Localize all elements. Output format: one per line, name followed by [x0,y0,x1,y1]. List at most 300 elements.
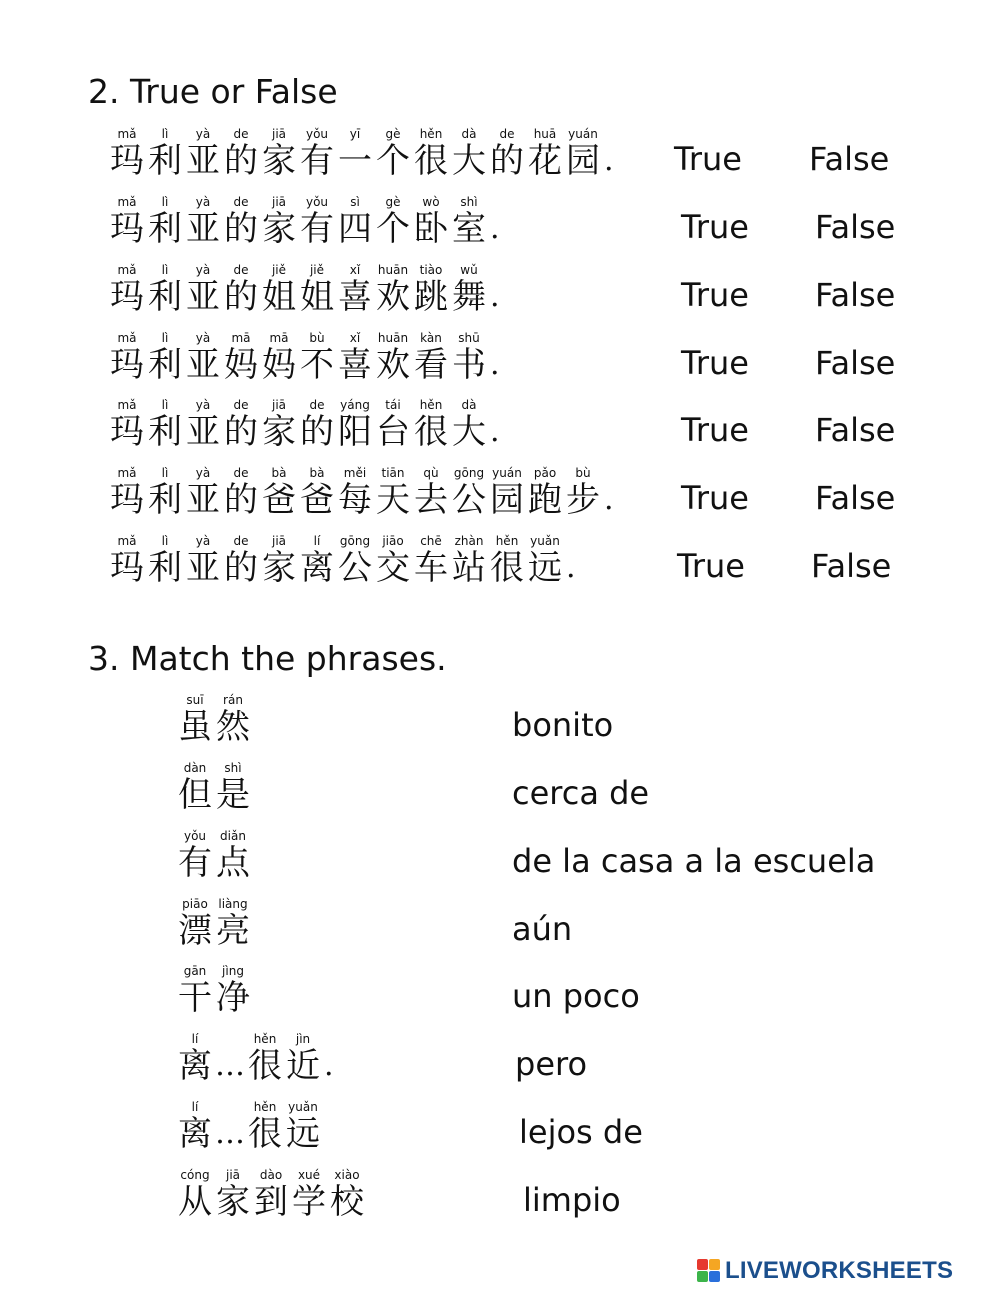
hanzi-char [450,127,488,181]
pinyin: sì [350,195,360,209]
hanzi-char [184,534,222,588]
character: 玛 [110,480,144,520]
character: 利 [148,277,182,317]
true-option[interactable]: True [681,344,749,382]
hanzi-char [146,534,184,588]
character: 每 [338,480,372,520]
character: 跳 [414,277,448,317]
pinyin: hěn [419,398,443,412]
true-false-row [0,195,1000,251]
character: 家 [262,412,296,452]
pinyin: shì [460,195,478,209]
character: 个 [376,141,410,181]
character: 欢 [376,277,410,317]
hanzi-char [374,331,412,385]
character: 公 [338,548,372,588]
pinyin: hěn [495,534,519,548]
hanzi-char [108,195,146,249]
hanzi-char [412,127,450,181]
hanzi-char [336,534,374,588]
pinyin: mā [269,331,289,345]
match-row [0,897,1000,953]
true-false-row [0,331,1000,387]
character: 阳 [338,412,372,452]
hanzi-char [412,398,450,452]
character: 亚 [186,277,220,317]
character: 然 [216,707,250,747]
character: 玛 [110,345,144,385]
character: 亚 [186,412,220,452]
pinyin: bù [575,466,591,480]
ellipsis: … [215,1048,245,1083]
character: 大 [452,141,486,181]
hanzi-char [176,1168,214,1222]
character: 书 [452,345,486,385]
character: 的 [224,141,258,181]
hanzi-char [488,127,526,181]
hanzi-char [246,1032,284,1086]
pinyin: qù [423,466,439,480]
hanzi-char [564,127,602,181]
pinyin: tiān [381,466,405,480]
hanzi-char [108,331,146,385]
hanzi-char [412,466,450,520]
character: 从 [178,1182,212,1222]
pinyin: gōng [339,534,371,548]
character: 家 [262,209,296,249]
character: 台 [376,412,410,452]
hanzi-char [146,466,184,520]
brand-name: LIVEWORKSHEETS [725,1257,954,1284]
pinyin: lì [161,398,169,412]
match-target[interactable]: un poco [512,977,640,1015]
hanzi-char [298,195,336,249]
pinyin: kàn [420,331,442,345]
character: 利 [148,412,182,452]
hanzi-char [176,761,214,815]
pinyin: yī [349,127,361,141]
hanzi-char [412,195,450,249]
pinyin: jiāo [382,534,404,548]
pinyin: lì [161,263,169,277]
character: 姐 [262,277,296,317]
pinyin: gōng [453,466,485,480]
true-option[interactable]: True [681,276,749,314]
pinyin: dàn [183,761,207,775]
period: . [490,211,500,246]
pinyin: rán [223,693,243,707]
hanzi-char [184,466,222,520]
hanzi-char [412,534,450,588]
character: 玛 [110,209,144,249]
hanzi-char [526,127,564,181]
match-target[interactable]: de la casa a la escuela [512,842,876,880]
hanzi-char [260,534,298,588]
pinyin: liàng [218,897,248,911]
match-row [0,829,1000,885]
hanzi-char [222,195,260,249]
character: 玛 [110,277,144,317]
period: . [490,347,500,382]
pinyin: wò [422,195,440,209]
hanzi-char [260,398,298,452]
pinyin: yà [195,331,211,345]
character: 园 [490,480,524,520]
pinyin: lì [161,127,169,141]
period: . [566,550,576,585]
character: 但 [178,775,212,815]
pinyin: jiě [271,263,287,277]
true-option[interactable]: True [677,547,745,585]
logo-tile [697,1271,708,1282]
pinyin: lí [313,534,321,548]
character: 亚 [186,480,220,520]
pinyin: de [233,398,249,412]
character: 离 [300,548,334,588]
hanzi-char [298,127,336,181]
character: 校 [330,1182,364,1222]
pinyin: hěn [419,127,443,141]
hanzi-char [290,1168,328,1222]
character: 家 [262,548,296,588]
chinese-sentence [176,964,252,1018]
match-row [0,761,1000,817]
chinese-sentence [108,466,614,520]
character: 的 [224,277,258,317]
hanzi-char [222,263,260,317]
hanzi-char [412,263,450,317]
hanzi-char [214,829,252,883]
hanzi-char [298,466,336,520]
chinese-sentence [108,398,500,452]
character: 利 [148,548,182,588]
pinyin: huān [377,331,409,345]
false-option[interactable]: False [809,140,890,178]
hanzi-char [284,1032,322,1086]
hanzi-char [336,127,374,181]
false-option[interactable]: False [811,547,892,585]
logo-tile [697,1259,708,1270]
match-target[interactable]: lejos de [519,1113,643,1151]
character: 玛 [110,548,144,588]
true-false-row [0,398,1000,454]
pinyin: lí [191,1100,199,1114]
pinyin: gè [385,127,401,141]
character: 很 [490,548,524,588]
chinese-sentence [176,761,252,815]
pinyin: de [233,466,249,480]
character: 很 [248,1114,282,1154]
true-option[interactable]: True [681,479,749,517]
match-row [0,964,1000,1020]
pinyin: yà [195,466,211,480]
hanzi-char [374,195,412,249]
character: 爸 [262,480,296,520]
pinyin: mǎ [117,195,137,209]
hanzi-char [336,263,374,317]
character: 利 [148,209,182,249]
hanzi-char [564,466,602,520]
character: 亚 [186,141,220,181]
hanzi-char [146,398,184,452]
pinyin: de [233,534,249,548]
pinyin: yà [195,398,211,412]
hanzi-char [336,398,374,452]
pinyin: lì [161,195,169,209]
pinyin: piāo [182,897,208,911]
character: 利 [148,345,182,385]
character: 不 [300,345,334,385]
character: 跑 [528,480,562,520]
pinyin: chē [420,534,442,548]
match-target[interactable]: bonito [512,706,614,744]
chinese-sentence [176,1032,334,1086]
section-2-heading: 2. True or False [88,72,338,111]
pinyin: hěn [253,1032,277,1046]
hanzi-char [450,195,488,249]
false-option[interactable]: False [815,479,896,517]
pinyin: mǎ [117,398,137,412]
character: 的 [490,141,524,181]
hanzi-char [146,127,184,181]
false-option[interactable]: False [815,276,896,314]
hanzi-char [298,534,336,588]
period: . [324,1048,334,1083]
character: 家 [262,141,296,181]
character: 的 [224,412,258,452]
hanzi-char [298,263,336,317]
character: 很 [414,141,448,181]
character: 喜 [338,345,372,385]
true-false-row [0,127,1000,183]
pinyin: jiā [271,534,287,548]
match-target[interactable]: pero [515,1045,588,1083]
period: . [604,143,614,178]
character: 远 [286,1114,320,1154]
hanzi-char [336,331,374,385]
character: 车 [414,548,448,588]
hanzi-char [146,331,184,385]
pinyin: suī [186,693,204,707]
character: 学 [292,1182,326,1222]
pinyin: dà [461,127,477,141]
pinyin: de [233,263,249,277]
hanzi-char [450,331,488,385]
character: 的 [300,412,334,452]
true-option[interactable]: True [681,411,749,449]
hanzi-char [222,331,260,385]
pinyin: pǎo [533,466,557,480]
pinyin: lì [161,466,169,480]
match-row [0,693,1000,749]
pinyin: mā [231,331,251,345]
pinyin: dà [461,398,477,412]
chinese-sentence [176,1100,322,1154]
period: . [604,482,614,517]
chinese-sentence [176,829,252,883]
hanzi-char [108,466,146,520]
hanzi-char [176,693,214,747]
match-row [0,1100,1000,1156]
hanzi-char [298,398,336,452]
character: 喜 [338,277,372,317]
pinyin: bù [309,331,325,345]
character: 妈 [262,345,296,385]
hanzi-char [214,761,252,815]
pinyin: bà [309,466,325,480]
character: 的 [224,209,258,249]
pinyin: yǒu [183,829,207,843]
hanzi-char [214,1168,252,1222]
character: 妈 [224,345,258,385]
character: 的 [224,480,258,520]
hanzi-char [222,398,260,452]
character: 去 [414,480,448,520]
character: 利 [148,141,182,181]
pinyin: jìn [295,1032,311,1046]
hanzi-char [108,398,146,452]
hanzi-char [374,263,412,317]
hanzi-char [260,331,298,385]
hanzi-char [222,534,260,588]
chinese-sentence [176,1168,366,1222]
pinyin: shū [458,331,480,345]
hanzi-char [222,127,260,181]
pinyin: yà [195,195,211,209]
match-target[interactable]: cerca de [512,774,650,812]
character: 天 [376,480,410,520]
character: 园 [566,141,600,181]
hanzi-char [260,127,298,181]
character: 亚 [186,345,220,385]
character: 玛 [110,412,144,452]
pinyin: de [309,398,325,412]
character: 是 [216,775,250,815]
character: 亚 [186,548,220,588]
true-false-row [0,534,1000,590]
character: 离 [178,1114,212,1154]
chinese-sentence [108,534,576,588]
character: 姐 [300,277,334,317]
hanzi-char [246,1100,284,1154]
character: 欢 [376,345,410,385]
pinyin: yà [195,534,211,548]
character: 利 [148,480,182,520]
liveworksheets-brand [697,1256,953,1286]
hanzi-char [214,693,252,747]
pinyin: mǎ [117,263,137,277]
character: 远 [528,548,562,588]
pinyin: yuán [492,466,522,480]
hanzi-char [450,263,488,317]
pinyin: tiào [419,263,443,277]
false-option[interactable]: False [815,208,896,246]
character: 离 [178,1046,212,1086]
character: 个 [376,209,410,249]
hanzi-char [336,195,374,249]
pinyin: bà [271,466,287,480]
pinyin: jìng [222,964,244,978]
false-option[interactable]: False [815,411,896,449]
pinyin: jiā [225,1168,241,1182]
hanzi-char [146,263,184,317]
hanzi-char [146,195,184,249]
hanzi-char [222,466,260,520]
chinese-sentence [108,195,500,249]
character: 有 [300,141,334,181]
hanzi-char [450,398,488,452]
logo-tile [709,1271,720,1282]
pinyin: yà [195,263,211,277]
character: 爸 [300,480,334,520]
pinyin: jiā [271,398,287,412]
hanzi-char [260,466,298,520]
pinyin: tái [385,398,401,412]
pinyin: wǔ [460,263,478,277]
pinyin: měi [343,466,367,480]
match-target[interactable]: limpio [523,1181,621,1219]
pinyin: mǎ [117,534,137,548]
true-false-row [0,263,1000,319]
true-false-row [0,466,1000,522]
hanzi-char [184,331,222,385]
hanzi-char [176,1100,214,1154]
character: 玛 [110,141,144,181]
character: 很 [414,412,448,452]
hanzi-char [184,195,222,249]
hanzi-char [176,1032,214,1086]
true-option[interactable]: True [674,140,742,178]
character: 有 [178,843,212,883]
character: 漂 [178,911,212,951]
hanzi-char [214,964,252,1018]
character: 净 [216,978,250,1018]
hanzi-char [108,127,146,181]
hanzi-char [260,263,298,317]
hanzi-char [412,331,450,385]
hanzi-char [336,466,374,520]
pinyin: gè [385,195,401,209]
hanzi-char [328,1168,366,1222]
character: 亚 [186,209,220,249]
character: 很 [248,1046,282,1086]
character: 虽 [178,707,212,747]
pinyin: shì [224,761,242,775]
pinyin: yuǎn [288,1100,318,1114]
match-row [0,1032,1000,1088]
match-row [0,1168,1000,1224]
period: . [490,279,500,314]
pinyin: mǎ [117,466,137,480]
false-option[interactable]: False [815,344,896,382]
true-option[interactable]: True [681,208,749,246]
character: 卧 [414,209,448,249]
chinese-sentence [176,693,252,747]
period: . [490,414,500,449]
hanzi-char [450,534,488,588]
pinyin: xǐ [349,263,361,277]
character: 站 [452,548,486,588]
pinyin: yuǎn [530,534,560,548]
pinyin: xǐ [349,331,361,345]
character: 花 [528,141,562,181]
character: 亮 [216,911,250,951]
hanzi-char [374,127,412,181]
pinyin: mǎ [117,331,137,345]
character: 一 [338,141,372,181]
pinyin: jiā [271,195,287,209]
match-target[interactable]: aún [512,910,573,948]
